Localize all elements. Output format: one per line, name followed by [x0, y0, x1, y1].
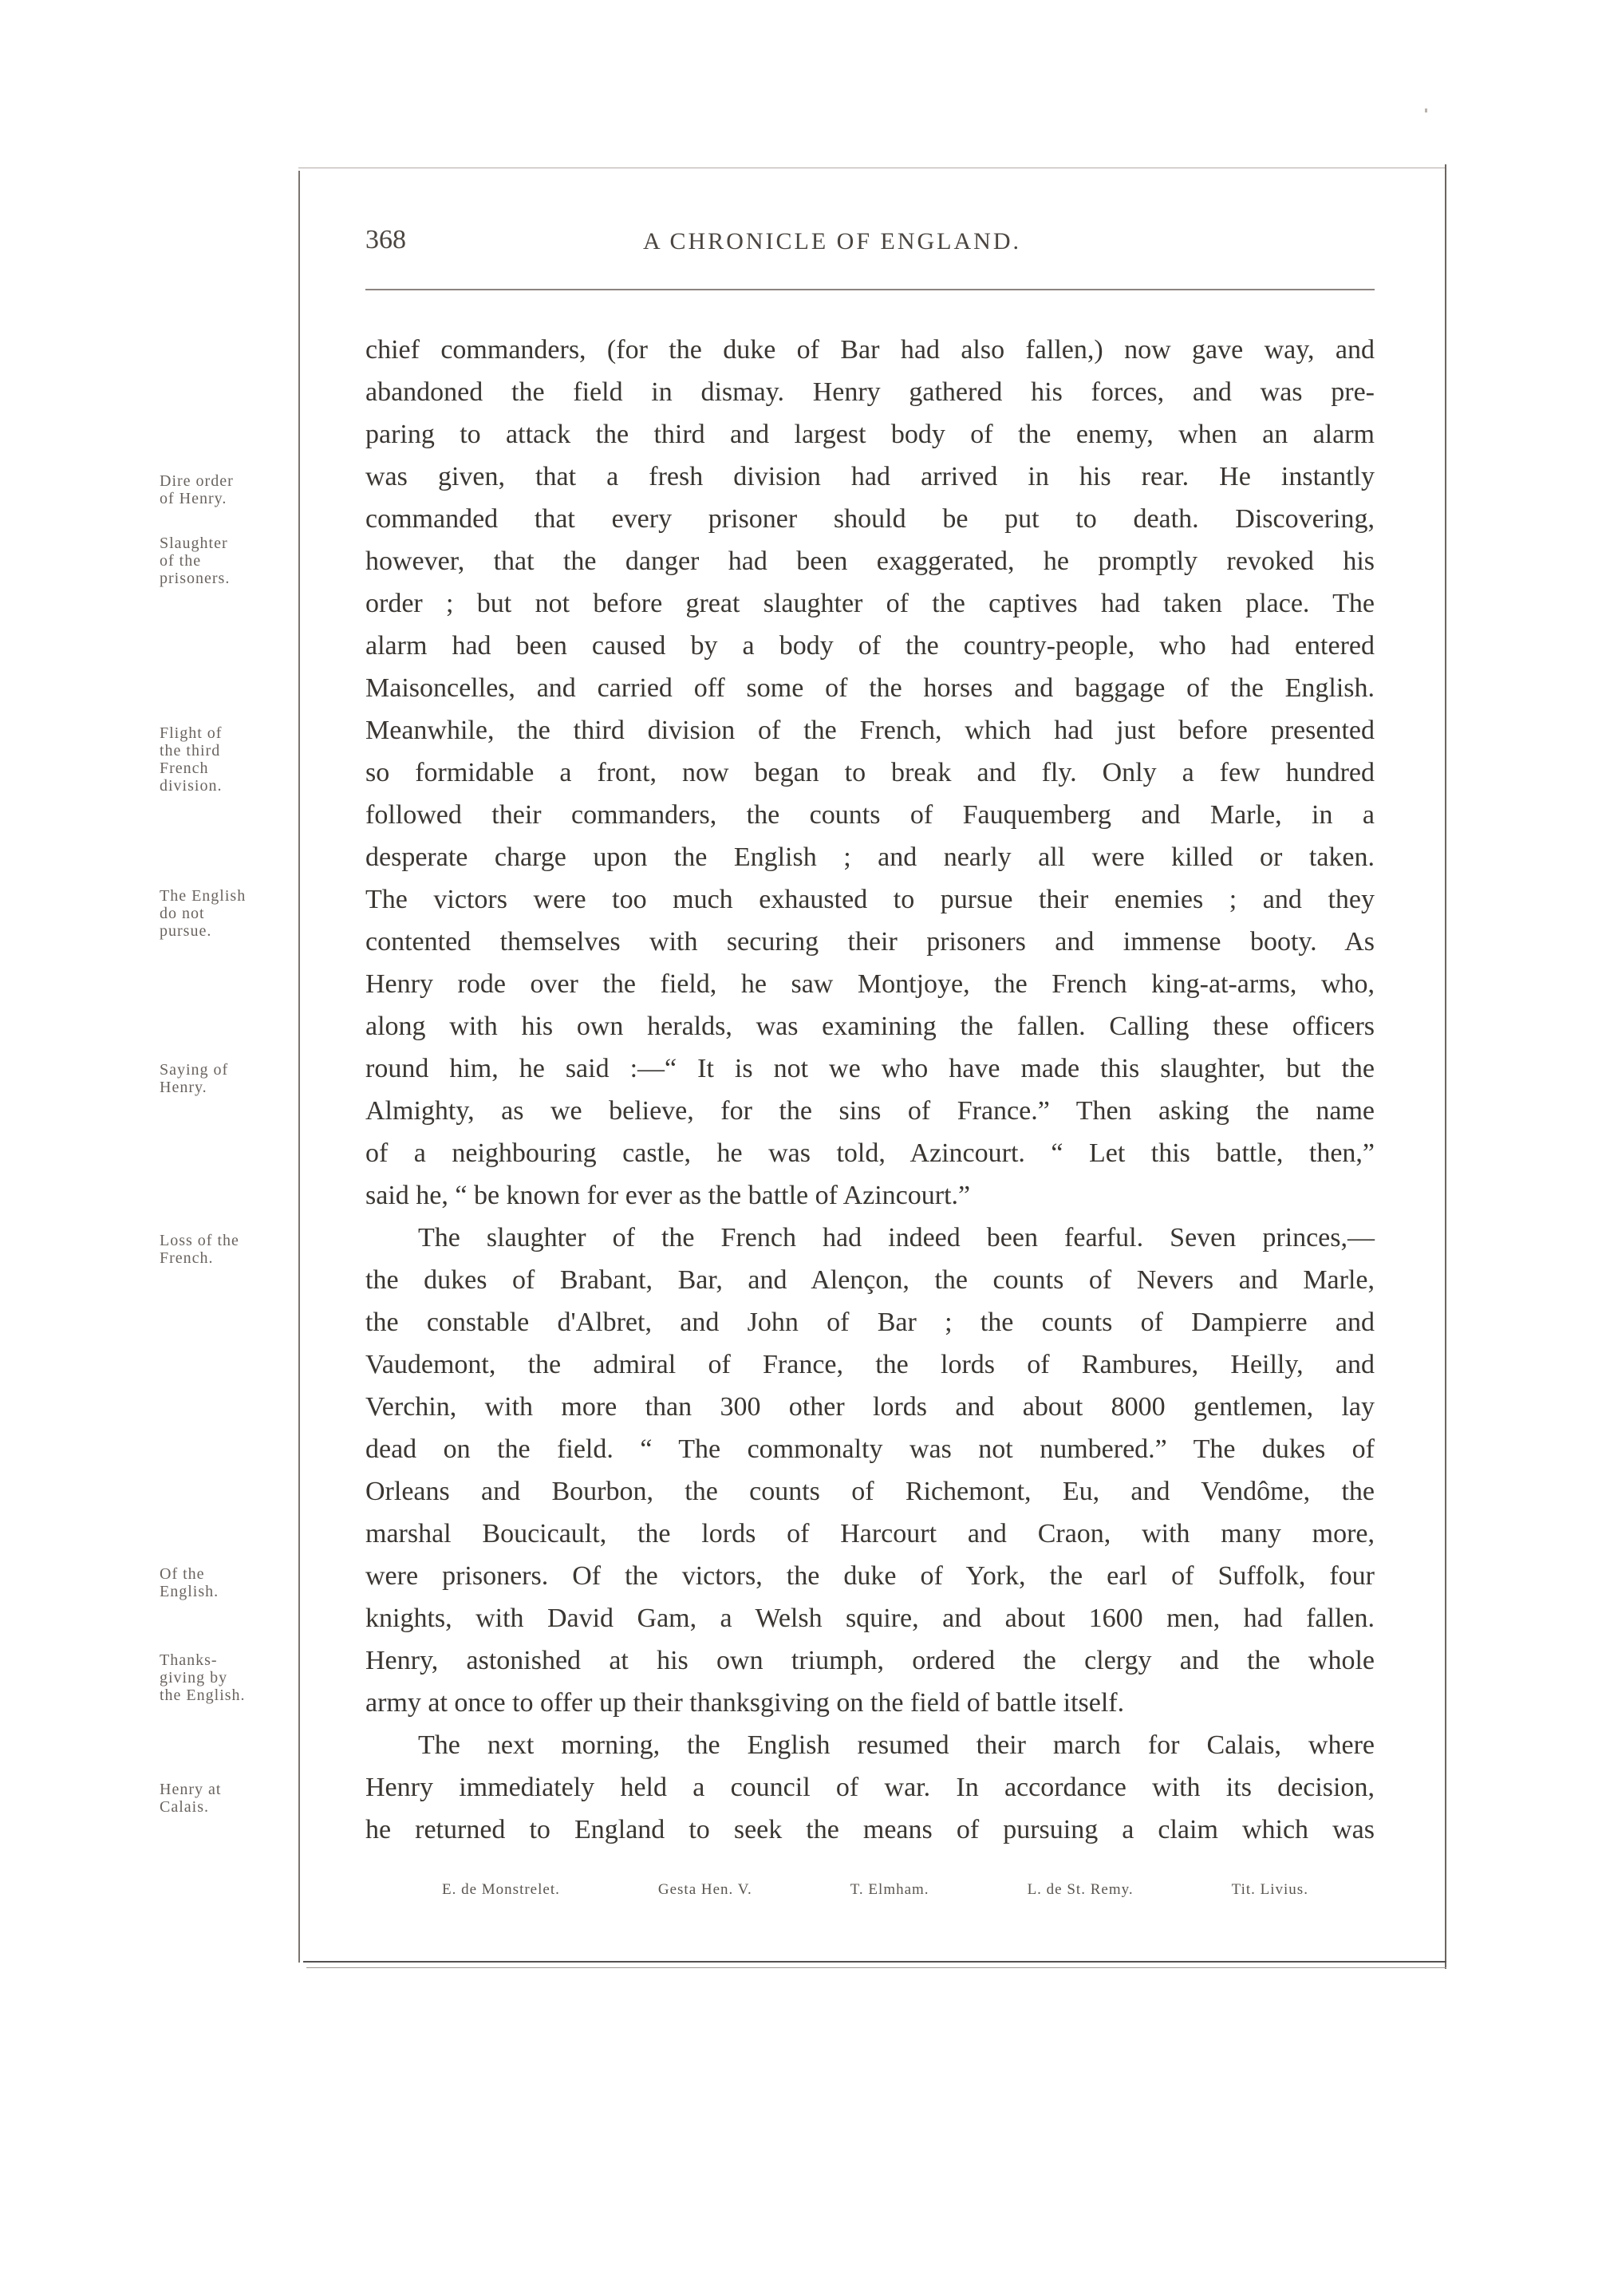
- running-title: A CHRONICLE OF ENGLAND.: [643, 228, 1021, 254]
- marginal-note-line: Of the: [160, 1565, 205, 1583]
- body-line: paring to attack the third and largest body of the enemy, when an alarm: [365, 420, 1375, 449]
- citation-st-remy: L. de St. Remy.: [1027, 1881, 1134, 1898]
- body-line: however, that the danger had been exaggerated, he promptly revoked his: [365, 546, 1375, 576]
- marginal-note-line: Dire order: [160, 472, 234, 490]
- marginal-note-line: French.: [160, 1249, 214, 1267]
- body-line: Maisoncelles, and carried off some of the horses and baggage of the English.: [365, 673, 1375, 703]
- body-line: army at once to offer up their thanksgiving on the field of battle itself.: [365, 1688, 1125, 1718]
- citation-gesta: Gesta Hen. V.: [657, 1881, 752, 1898]
- marginal-note-loss-french: [160, 1232, 279, 1267]
- body-line: Orleans and Bourbon, the counts of Richemont, Eu, and Vendôme, the: [365, 1477, 1375, 1506]
- body-line: said he, “ be known for ever as the battle of Azincourt.”: [365, 1181, 971, 1210]
- citation-livius: Tit. Livius.: [1231, 1881, 1308, 1898]
- body-line: alarm had been caused by a body of the country-people, who had entered: [365, 631, 1375, 661]
- marginal-note-line: Slaughter: [160, 535, 228, 552]
- body-line: of a neighbouring castle, he was told, Azincourt. “ Let this battle, then,”: [365, 1138, 1375, 1168]
- body-line: abandoned the field in dismay. Henry gathered his forces, and was pre-: [365, 377, 1375, 407]
- body-line: followed their commanders, the counts of Fauquemberg and Marle, in a: [365, 800, 1375, 830]
- marginal-note-line: Thanks-: [160, 1651, 218, 1669]
- marginal-note-saying: [160, 1061, 279, 1096]
- body-text: [365, 329, 1375, 1851]
- marginal-note-line: Loss of the: [160, 1232, 239, 1249]
- marginal-note-line: of Henry.: [160, 490, 227, 507]
- marginal-note-henry-calais: [160, 1781, 279, 1816]
- frame-right-rule: [1445, 164, 1446, 1969]
- marginal-note-line: Saying of: [160, 1061, 229, 1079]
- body-line: Henry immediately held a council of war. In accordance with its decision,: [365, 1773, 1375, 1802]
- body-line: desperate charge upon the English ; and nearly all were killed or taken.: [365, 842, 1375, 872]
- body-line: the dukes of Brabant, Bar, and Alençon, the counts of Nevers and Marle,: [365, 1265, 1375, 1295]
- marginal-note-dire-order: [160, 472, 279, 507]
- body-line: he returned to England to seek the means of pursuing a claim which was: [365, 1815, 1375, 1844]
- marginal-note-thanksgiving: [160, 1651, 279, 1704]
- marginal-note-of-english: [160, 1565, 279, 1600]
- body-line: marshal Boucicault, the lords of Harcourt and Craon, with many more,: [365, 1519, 1375, 1548]
- marginal-note-line: the third: [160, 742, 221, 759]
- marginal-note-line: prisoners.: [160, 570, 231, 587]
- marginal-note-line: the English.: [160, 1686, 246, 1704]
- body-line: along with his own heralds, was examining the fallen. Calling these officers: [365, 1012, 1375, 1041]
- body-line: contented themselves with securing their prisoners and immense booty. As: [365, 927, 1375, 957]
- body-line: the constable d'Albret, and John of Bar ; the counts of Dampierre and: [365, 1308, 1375, 1337]
- marginal-note-line: division.: [160, 777, 223, 795]
- marginal-note-line: Calais.: [160, 1798, 209, 1816]
- frame-left-rule: [298, 171, 300, 1963]
- source-citations: [442, 1881, 1308, 1905]
- body-line: The next morning, the English resumed their march for Calais, where: [418, 1730, 1375, 1760]
- marginal-note-flight: [160, 724, 279, 795]
- body-line: order ; but not before great slaughter of the captives had taken place. The: [365, 589, 1375, 618]
- marginal-note-line: The English: [160, 887, 247, 905]
- marginal-note-english-pursue: [160, 887, 279, 940]
- marginal-note-line: pursue.: [160, 922, 212, 940]
- marginal-note-slaughter: [160, 535, 279, 587]
- body-line: Verchin, with more than 300 other lords and about 8000 gentlemen, lay: [365, 1392, 1375, 1422]
- marginal-note-line: Flight of: [160, 724, 223, 742]
- body-line: so formidable a front, now began to break and fly. Only a few hundred: [365, 758, 1375, 787]
- body-line: knights, with David Gam, a Welsh squire, and about 1600 men, had fallen.: [365, 1604, 1375, 1633]
- marginal-note-line: do not: [160, 905, 205, 922]
- header-rule: [365, 289, 1375, 290]
- body-line: was given, that a fresh division had arrived in his rear. He instantly: [365, 462, 1375, 491]
- body-line: dead on the field. “ The commonalty was not numbered.” The dukes of: [365, 1434, 1375, 1464]
- citation-elmham: T. Elmham.: [850, 1881, 929, 1898]
- body-line: were prisoners. Of the victors, the duke of York, the earl of Suffolk, four: [365, 1561, 1375, 1591]
- body-line: The slaughter of the French had indeed been fearful. Seven princes,—: [418, 1223, 1375, 1253]
- body-line: Meanwhile, the third division of the French, which had just before presented: [365, 716, 1375, 745]
- page-number: 368: [365, 225, 406, 254]
- frame-bottom-rule-secondary: [306, 1967, 1446, 1968]
- body-line: Henry rode over the field, he saw Montjoye, the French king-at-arms, who,: [365, 969, 1375, 999]
- body-line: chief commanders, (for the duke of Bar had also fallen,) now gave way, and: [365, 335, 1375, 365]
- body-line: commanded that every prisoner should be put to death. Discovering,: [365, 504, 1375, 534]
- body-line: The victors were too much exhausted to pursue their enemies ; and they: [365, 885, 1375, 914]
- marginal-note-line: Henry.: [160, 1079, 207, 1096]
- marginal-note-line: giving by: [160, 1669, 228, 1686]
- marginal-note-line: of the: [160, 552, 202, 570]
- body-line: Vaudemont, the admiral of France, the lords of Rambures, Heilly, and: [365, 1350, 1375, 1379]
- frame-bottom-rule: [303, 1961, 1446, 1963]
- running-header: [365, 225, 1375, 265]
- citation-monstrelet: E. de Monstrelet.: [442, 1881, 560, 1898]
- paper-speck: [1425, 108, 1427, 112]
- marginal-note-line: Henry at: [160, 1781, 222, 1798]
- body-line: Henry, astonished at his own triumph, ordered the clergy and the whole: [365, 1646, 1375, 1675]
- body-line: round him, he said :—“ It is not we who have made this slaughter, but the: [365, 1054, 1375, 1083]
- marginal-note-line: English.: [160, 1583, 219, 1600]
- body-line: Almighty, as we believe, for the sins of France.” Then asking the name: [365, 1096, 1375, 1126]
- marginal-note-line: French: [160, 759, 209, 777]
